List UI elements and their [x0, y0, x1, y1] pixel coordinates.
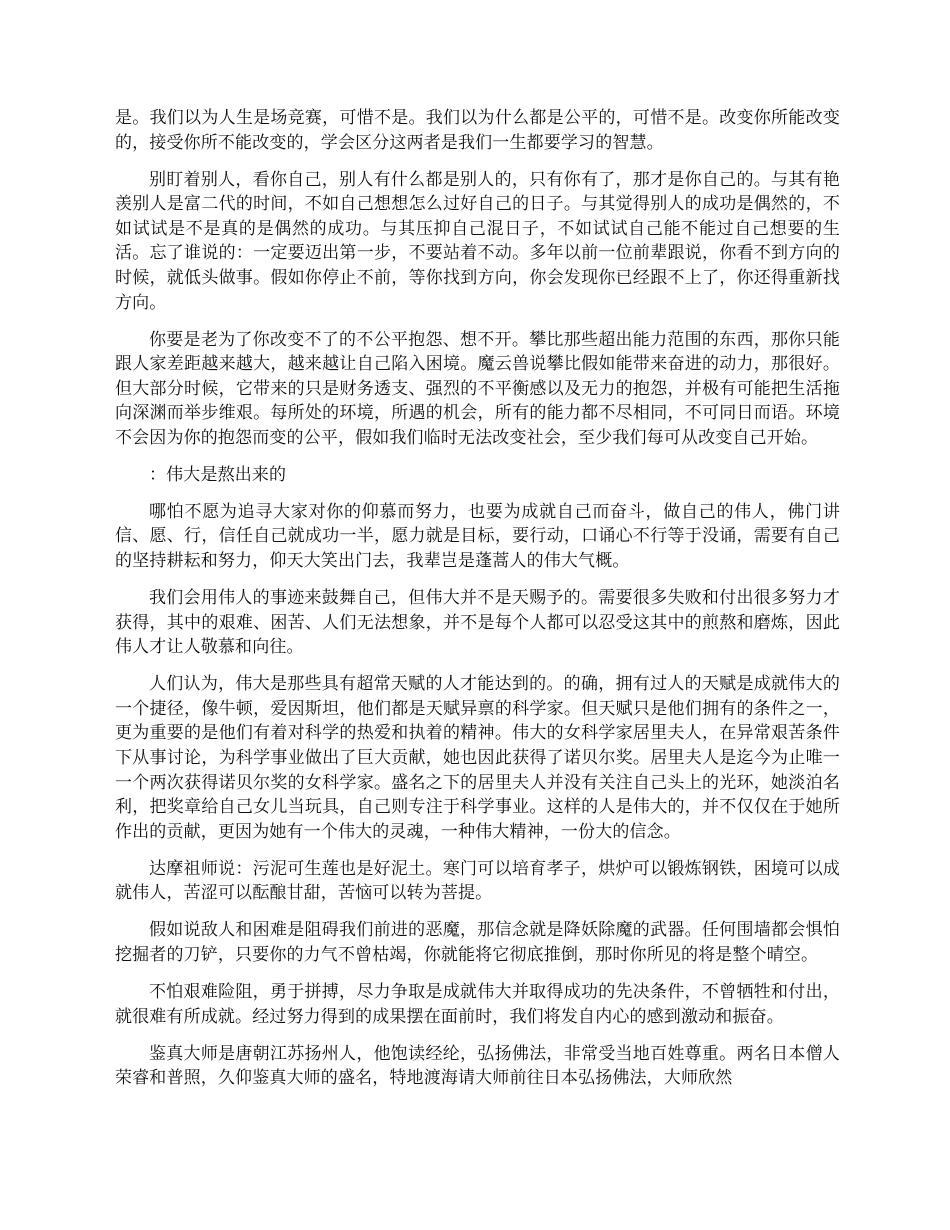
paragraph-jianzhen: 鉴真大师是唐朝江苏扬州人，他饱读经纶，弘扬佛法，非常受当地百姓尊重。两名日本僧人荣睿和普照，久仰鉴真大师的盛名，特地渡海请大师前往日本弘扬佛法，大师欣然 [115, 1043, 840, 1089]
paragraph-greatness-not-given: 我们会用伟人的事迹来鼓舞自己，但伟大并不是天赐予的。需要很多失败和付出很多努力才获得，其中的艰难、困苦、人们无法想象，并不是每个人都可以忍受这其中的煎熬和磨炼，因此伟人才让人敬慕和向往。 [115, 588, 840, 658]
document-body [115, 106, 840, 1103]
paragraph-belief-weapon: 假如说敌人和困难是阻碍我们前进的恶魔，那信念就是降妖除魔的武器。任何围墙都会惧怕挖掘者的刀铲，只要你的力气不曾枯竭，你就能将它彻底推倒，那时你所见的将是整个晴空。 [115, 920, 840, 965]
paragraph-continuation: 是。我们以为人生是场竞赛，可惜不是。我们以为什么都是公平的，可惜不是。改变你所能改变的，接受你所不能改变的，学会区分这两者是我们一生都要学习的智慧。 [115, 108, 840, 153]
paragraph-strive-for-self: 哪怕不愿为追寻大家对你的仰慕而努力，也要为成就自己而奋斗，做自己的伟人，佛门讲信、愿、行，信任自己就成功一半，愿力就是目标，要行动，口诵心不行等于没诵，需要有自己的坚持耕耘和努力，仰天大笑出门去，我辈岂是蓬蒿人的伟大气概。 [115, 501, 840, 572]
section-heading: ：伟大是熬出来的 [149, 464, 287, 485]
paragraph-talent-and-curie: 人们认为，伟大是那些具有超常天赋的人才能达到的。的确，拥有过人的天赋是成就伟大的一个捷径，像牛顿，爱因斯坦，他们都是天赋异禀的科学家。但天赋只是他们拥有的条件之一，更为重要的是他们有着对科学的热爱和执着的精神。伟大的女科学家居里夫人，在异常艰苦条件下从事讨论，为科学事业做出了巨大贡献，她也因此获得了诺贝尔奖。居里夫人是迄今为止唯一一个两次获得诺贝尔奖的女科学家。盛名之下的居里夫人并没有关注自己头上的光环，她淡泊名利，把奖章给自己女儿当玩具，自己则专注于科学事业。这样的人是伟大的，并不仅仅在于她所作出的贡献，更因为她有一个伟大的灵魂，一种伟大精神，一份大的信念。 [115, 674, 840, 842]
paragraph-bodhidharma: 达摩祖师说：污泥可生莲也是好泥土。寒门可以培育孝子，烘炉可以锻炼钢铁，困境可以成就伟人，苦涩可以酝酿甘甜，苦恼可以转为菩提。 [115, 858, 840, 904]
paragraph-complaining-comparison: 你要是老为了你改变不了的不公平抱怨、想不开。攀比那些超出能力范围的东西，那你只能跟人家差距越来越大，越来越让自己陷入困境。魔云兽说攀比假如能带来奋进的动力，那很好。但大部分时候，它带来的只是财务透支、强烈的不平衡感以及无力的抱怨，并极有可能把生活拖向深渊而举步维艰。每所处的环境，所遇的机会，所有的能力都不尽相同，不可同日而语。环境不会因为你的抱怨而变的公平，假如我们临时无法改变社会，至少我们每可从改变自己开始。 [115, 329, 840, 448]
paragraph-fearless-effort: 不怕艰难险阻，勇于拼搏，尽力争取是成就伟大并取得成功的先决条件，不曾牺牲和付出，就很难有所成就。经过努力得到的成果摆在面前时，我们将发自内心的感到激动和振奋。 [115, 981, 840, 1027]
paragraph-dont-stare-at-others: 别盯着别人，看你自己，别人有什么都是别人的，只有你有了，那才是你自己的。与其有艳羡别人是富二代的时间，不如自己想想怎么过好自己的日子。与其觉得别人的成功是偶然的，不如试试是不是真的是偶然的成功。与其压抑自己混日子，不如试试自己能不能过自己想要的生活。忘了谁说的：一定要迈出第一步，不要站着不动。多年以前一位前辈跟说，你看不到方向的时候，就低头做事。假如你停止不前，等你找到方向，你会发现你已经跟不上了，你还得重新找方向。 [115, 169, 840, 313]
